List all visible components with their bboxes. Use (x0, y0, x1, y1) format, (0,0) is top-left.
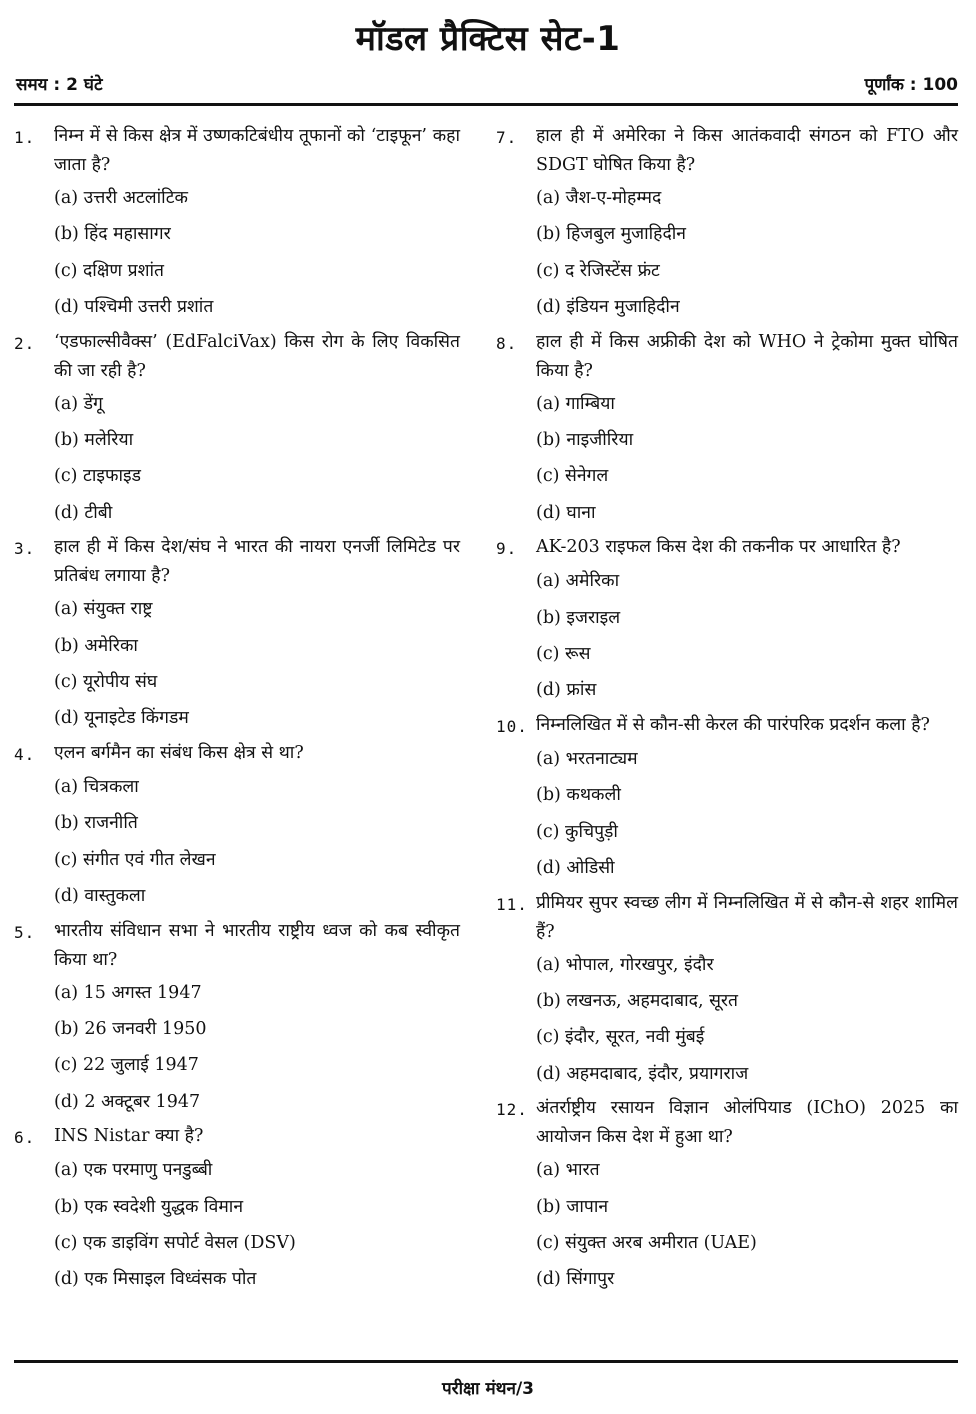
answer-option: (a) भरतनाट्यम (536, 748, 638, 769)
question-number: 6. (14, 1128, 36, 1148)
option-list (14, 769, 460, 915)
question-number: 8. (496, 333, 518, 353)
question-text: प्रीमियर सुपर स्वच्छ लीग में निम्नलिखित में से कौन-से शहर शामिल हैं? (536, 892, 958, 942)
option-list (14, 180, 460, 326)
question-number: 3. (14, 539, 36, 559)
question-block (496, 711, 958, 887)
answer-option: (b) कथकली (536, 785, 621, 806)
answer-option: (a) चित्रकला (54, 776, 139, 797)
question-block (496, 1094, 958, 1298)
question-row (496, 328, 958, 386)
option-list (496, 741, 958, 887)
question-block (496, 889, 958, 1093)
footer-divider (14, 1360, 958, 1363)
answer-option: (c) संयुक्त अरब अमीरात (UAE) (536, 1232, 757, 1253)
answer-option: (c) कुचिपुड़ी (536, 821, 618, 842)
answer-option: (b) हिंद महासागर (54, 224, 171, 245)
question-number: 11. (496, 894, 528, 914)
question-text: AK-203 राइफल किस देश की तकनीक पर आधारित है? (536, 537, 901, 558)
answer-option: (a) एक परमाणु पनडुब्बी (54, 1160, 213, 1181)
question-text: निम्न में से किस क्षेत्र में उष्णकटिबंधीय तूफानों को ‘टाइफून’ कहा जाता है? (54, 126, 460, 175)
answer-option: (b) हिजबुल मुजाहिदीन (536, 224, 686, 245)
question-number: 1. (14, 128, 36, 147)
answer-option: (d) घाना (536, 502, 596, 523)
question-row (496, 711, 958, 741)
question-text: INS Nistar क्या है? (54, 1126, 204, 1147)
question-number: 10. (496, 716, 528, 736)
question-row (14, 739, 460, 769)
option-list (14, 975, 460, 1121)
answer-option: (a) संयुक्त राष्ट्र (54, 599, 153, 620)
question-block (14, 1122, 460, 1298)
answer-option: (d) 2 अक्टूबर 1947 (54, 1091, 201, 1112)
option-list (14, 386, 460, 532)
question-text: हाल ही में अमेरिका ने किस आतंकवादी संगठन को FTO और SDGT घोषित किया है? (536, 126, 958, 175)
answer-option: (a) 15 अगस्त 1947 (54, 982, 202, 1003)
question-number: 12. (496, 1100, 528, 1120)
answer-option: (b) लखनऊ, अहमदाबाद, सूरत (536, 990, 739, 1011)
answer-option: (c) टाइफाइड (54, 466, 141, 487)
answer-option: (c) संगीत एवं गीत लेखन (54, 849, 216, 870)
option-list (496, 947, 958, 1093)
page-title: मॉडल प्रैक्टिस सेट-1 (355, 19, 621, 59)
answer-option: (d) अहमदाबाद, इंदौर, प्रयागराज (536, 1063, 749, 1084)
option-list (14, 591, 460, 737)
answer-option: (b) राजनीति (54, 813, 138, 834)
answer-option: (a) भोपाल, गोरखपुर, इंदौर (536, 954, 714, 975)
total-marks: पूर्णांक : 100 (864, 75, 958, 95)
question-text: हाल ही में किस अफ्रीकी देश को WHO ने ट्रेकोमा मुक्त घोषित किया है? (536, 331, 958, 381)
exam-duration: समय : 2 घंटे (16, 75, 103, 95)
question-row (14, 328, 460, 386)
question-block (14, 739, 460, 915)
question-row (14, 917, 460, 975)
answer-option: (d) यूनाइटेड किंगडम (54, 708, 189, 729)
question-text: हाल ही में किस देश/संघ ने भारत की नायरा एनर्जी लिमिटेड पर प्रतिबंध लगाया है? (54, 537, 460, 587)
question-number: 4. (14, 744, 36, 764)
answer-option: (c) इंदौर, सूरत, नवी मुंबई (536, 1027, 705, 1048)
header-divider (14, 103, 958, 106)
answer-option: (c) 22 जुलाई 1947 (54, 1055, 199, 1076)
option-list (496, 563, 958, 709)
answer-option: (c) दक्षिण प्रशांत (54, 260, 164, 281)
right-question-column (496, 122, 958, 1300)
question-text: भारतीय संविधान सभा ने भारतीय राष्ट्रीय ध्वज को कब स्वीकृत किया था? (54, 920, 460, 970)
answer-option: (b) जापान (536, 1196, 609, 1217)
answer-option: (b) एक स्वदेशी युद्धक विमान (54, 1196, 244, 1217)
answer-option: (b) नाइजीरिया (536, 430, 634, 451)
answer-option: (a) भारत (536, 1160, 600, 1181)
answer-option: (d) टीबी (54, 502, 113, 523)
question-text: एलन बर्गमैन का संबंध किस क्षेत्र से था? (54, 742, 304, 763)
question-number: 2. (14, 333, 36, 353)
answer-option: (a) अमेरिका (536, 571, 620, 592)
question-block (14, 122, 460, 326)
question-block (14, 328, 460, 532)
answer-option: (c) रूस (536, 644, 591, 665)
answer-option: (b) मलेरिया (54, 430, 134, 451)
answer-option: (b) अमेरिका (54, 635, 138, 656)
answer-option: (d) वास्तुकला (54, 886, 146, 907)
option-list (496, 1152, 958, 1298)
question-row (496, 1094, 958, 1152)
answer-option: (a) जैश-ए-मोहम्मद (536, 188, 662, 208)
question-text: निम्नलिखित में से कौन-सी केरल की पारंपरिक प्रदर्शन कला है? (536, 714, 930, 735)
answer-option: (d) इंडियन मुजाहिदीन (536, 297, 680, 318)
answer-option: (c) सेनेगल (536, 466, 609, 487)
question-row (496, 889, 958, 947)
question-text: अंतर्राष्ट्रीय रसायन विज्ञान ओलंपियाड (IChO) 2025 का आयोजन किस देश में हुआ था? (536, 1098, 958, 1148)
question-block (496, 533, 958, 709)
answer-option: (c) यूरोपीय संघ (54, 672, 158, 693)
answer-option: (a) गाम्बिया (536, 393, 615, 414)
question-row (14, 533, 460, 591)
question-number: 5. (14, 922, 36, 942)
answer-option: (a) डेंगू (54, 393, 103, 414)
question-number: 9. (496, 539, 518, 559)
answer-option: (c) द रेजिस्टेंस फ्रंट (536, 260, 660, 281)
question-text: ‘एडफाल्सीवैक्स’ (EdFalciVax) किस रोग के लिए विकसित की जा रही है? (54, 331, 460, 381)
question-row (496, 122, 958, 180)
answer-option: (b) इजराइल (536, 607, 621, 628)
option-list (496, 180, 958, 326)
answer-option: (d) पश्चिमी उत्तरी प्रशांत (54, 297, 214, 318)
answer-option: (d) ओडिसी (536, 858, 615, 879)
page-footer: परीक्षा मंथन/3 (441, 1379, 535, 1399)
question-row (496, 533, 958, 563)
answer-option: (d) एक मिसाइल विध्वंसक पोत (54, 1269, 257, 1290)
question-row (14, 1122, 460, 1152)
question-number: 7. (496, 128, 518, 147)
question-block (14, 533, 460, 737)
left-question-column (14, 122, 460, 1300)
answer-option: (b) 26 जनवरी 1950 (54, 1018, 207, 1039)
answer-option: (a) उत्तरी अटलांटिक (54, 188, 188, 208)
question-block (496, 328, 958, 532)
question-row (14, 122, 460, 180)
answer-option: (d) फ्रांस (536, 680, 597, 701)
question-block (14, 917, 460, 1121)
question-block (496, 122, 958, 326)
option-list (14, 1152, 460, 1298)
answer-option: (c) एक डाइविंग सपोर्ट वेसल (DSV) (54, 1232, 296, 1253)
option-list (496, 386, 958, 532)
answer-option: (d) सिंगापुर (536, 1269, 615, 1290)
